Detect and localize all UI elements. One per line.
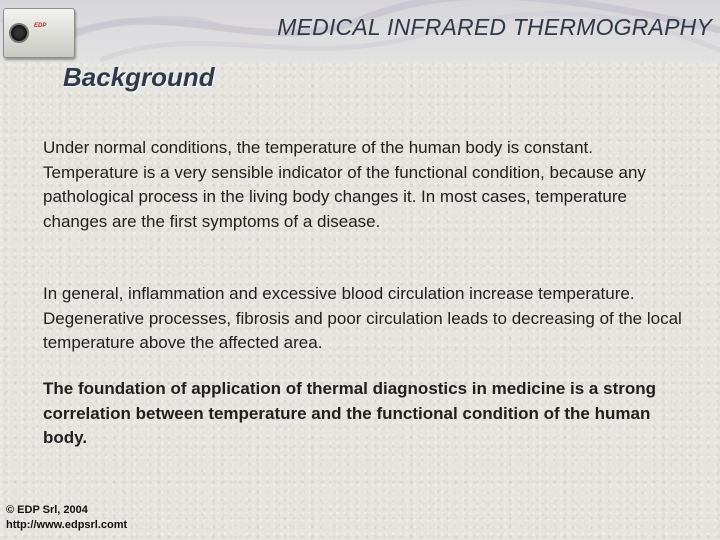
section-title: Background: [63, 62, 215, 92]
footer-url: http://www.edpsrl.comt: [6, 519, 128, 531]
paragraph-inflammation: In general, inflammation and excessive blood circulation increase temperature. Degenerative processes, fibrosis and poor circulation leads to decreasing of the local temperature above the affected area.: [43, 284, 682, 352]
camera-lens-icon: [9, 23, 29, 43]
page-title: MEDICAL INFRARED THERMOGRAPHY: [277, 14, 712, 40]
paragraph-foundation: The foundation of application of thermal diagnostics in medicine is a strong correlation between temperature and the functional condition of the human body.: [43, 379, 656, 447]
thermal-camera-device-icon: [3, 8, 75, 58]
paragraph-normal-conditions: Under normal conditions, the temperature of the human body is constant. Temperature is a very sensible indicator of the functional condition, because any pathological process in the living body changes it. In most cases, temperature changes are the first symptoms of a disease.: [43, 138, 646, 231]
device-logo-text: EDP: [34, 23, 47, 29]
copyright-text: © EDP Srl, 2004: [6, 504, 88, 516]
footer: [6, 503, 127, 533]
